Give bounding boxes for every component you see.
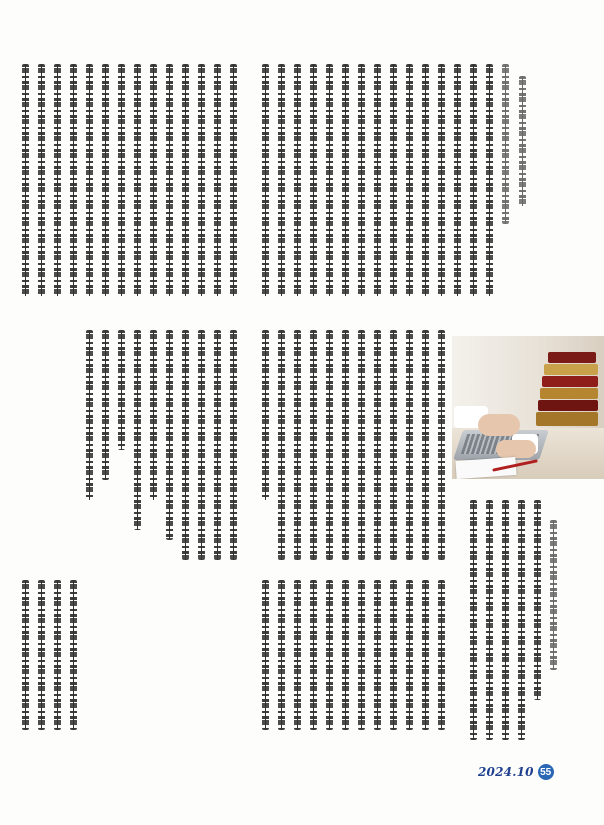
text-column — [294, 330, 301, 560]
text-column — [342, 330, 349, 560]
text-column — [470, 500, 477, 740]
text-column — [278, 580, 285, 730]
text-column — [134, 330, 141, 530]
text-column — [502, 64, 509, 224]
text-column — [262, 64, 269, 296]
page-number: 55 — [538, 764, 554, 780]
text-column — [390, 330, 397, 560]
text-column — [214, 64, 221, 296]
laptop-and-law-books-photo — [452, 336, 604, 479]
book-icon — [538, 400, 598, 411]
text-column — [310, 330, 317, 560]
text-column — [70, 64, 77, 296]
text-column — [454, 64, 461, 296]
text-column — [278, 64, 285, 296]
text-column — [502, 500, 509, 740]
text-column — [310, 580, 317, 730]
hand-icon — [478, 414, 520, 436]
text-column — [38, 64, 45, 296]
text-column — [198, 64, 205, 296]
text-column — [150, 64, 157, 296]
text-column — [70, 580, 77, 730]
text-column — [550, 520, 557, 670]
book-icon — [540, 388, 598, 399]
text-column — [406, 580, 413, 730]
text-column — [22, 64, 29, 296]
text-column — [262, 330, 269, 500]
book-icon — [548, 352, 596, 363]
text-column — [534, 500, 541, 700]
text-column — [374, 330, 381, 560]
book-icon — [542, 376, 598, 387]
text-column — [326, 64, 333, 296]
text-column — [358, 580, 365, 730]
text-column — [54, 64, 61, 296]
text-column — [374, 64, 381, 296]
text-column — [214, 330, 221, 560]
text-column — [358, 330, 365, 560]
text-column — [342, 580, 349, 730]
text-column — [262, 580, 269, 730]
text-column — [438, 330, 445, 560]
text-column — [326, 580, 333, 730]
text-column — [406, 64, 413, 296]
text-column — [230, 64, 237, 296]
text-column — [198, 330, 205, 560]
text-column — [310, 64, 317, 296]
text-column — [358, 64, 365, 296]
text-column — [134, 64, 141, 296]
text-column — [422, 580, 429, 730]
text-column — [438, 580, 445, 730]
text-column — [166, 64, 173, 296]
text-column — [326, 330, 333, 560]
text-column — [390, 64, 397, 296]
issue-date: 2024.10 — [478, 765, 534, 779]
text-column — [374, 580, 381, 730]
book-icon — [544, 364, 598, 375]
text-column — [278, 330, 285, 560]
text-column — [86, 330, 93, 500]
text-column — [422, 64, 429, 296]
text-column — [118, 64, 125, 296]
section-heading — [118, 330, 125, 450]
text-column — [518, 500, 525, 740]
text-column — [294, 64, 301, 296]
text-column — [342, 64, 349, 296]
text-column — [54, 580, 61, 730]
text-column — [182, 330, 189, 560]
text-column — [22, 580, 29, 730]
text-column — [486, 64, 493, 296]
text-column — [230, 330, 237, 560]
text-column — [470, 64, 477, 296]
hand-icon — [496, 440, 536, 458]
page-folio — [478, 763, 554, 781]
text-column — [182, 64, 189, 296]
text-column — [102, 64, 109, 296]
text-column — [438, 64, 445, 296]
text-column — [486, 500, 493, 740]
text-column — [422, 330, 429, 560]
text-column — [294, 580, 301, 730]
text-column — [102, 330, 109, 480]
book-icon — [536, 412, 598, 426]
text-column — [406, 330, 413, 560]
text-column — [166, 330, 173, 540]
text-column — [390, 580, 397, 730]
text-column — [38, 580, 45, 730]
running-header — [519, 76, 526, 206]
text-column — [86, 64, 93, 296]
text-column — [150, 330, 157, 500]
